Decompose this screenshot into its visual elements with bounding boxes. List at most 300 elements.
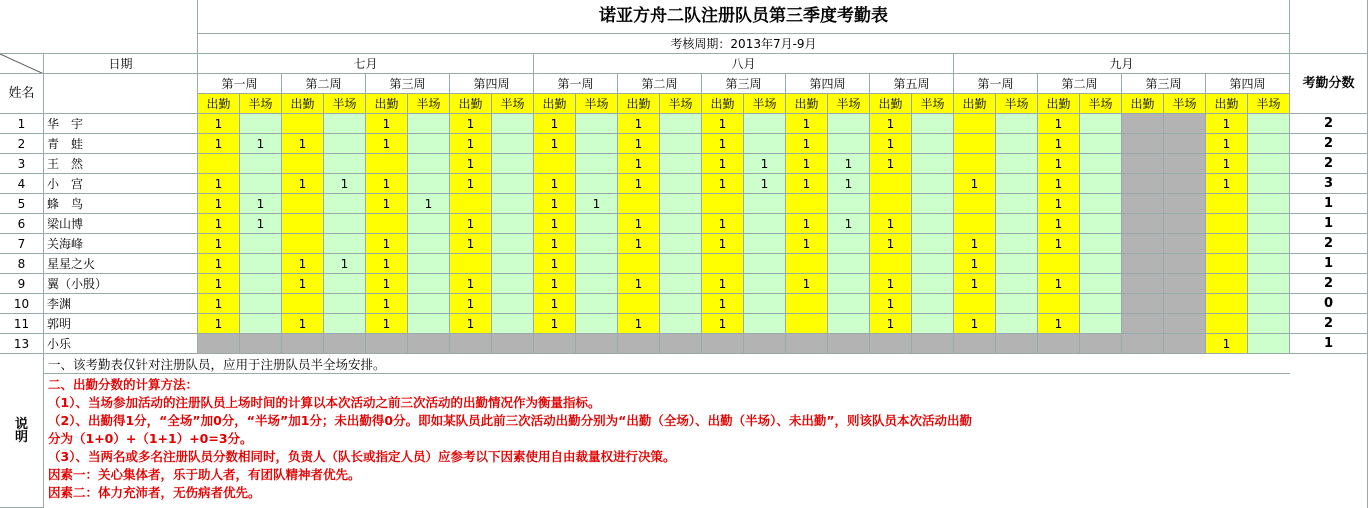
attend-cell — [282, 114, 324, 134]
score-cell: 2 — [1290, 314, 1368, 334]
attend-cell: 1 — [954, 234, 996, 254]
attend-cell: 1 — [198, 254, 240, 274]
half-cell — [912, 114, 954, 134]
half-cell — [576, 254, 618, 274]
half-cell: 1 — [240, 134, 282, 154]
row-number: 1 — [0, 114, 44, 134]
half-cell — [660, 234, 702, 254]
attend-cell: 1 — [618, 134, 660, 154]
attend-cell: 1 — [786, 134, 828, 154]
attend-cell: 1 — [618, 154, 660, 174]
half-cell — [744, 114, 786, 134]
attend-cell: 1 — [450, 114, 492, 134]
half-subheader: 半场 — [912, 94, 954, 114]
attend-cell: 1 — [282, 254, 324, 274]
half-cell — [240, 334, 282, 354]
attend-cell: 1 — [198, 274, 240, 294]
half-cell — [1080, 154, 1122, 174]
half-cell — [408, 254, 450, 274]
half-cell — [744, 134, 786, 154]
attend-subheader: 出勤 — [1038, 94, 1080, 114]
score-header: 考勤分数 — [1290, 54, 1368, 114]
attend-cell — [1122, 114, 1164, 134]
attend-cell — [954, 214, 996, 234]
attend-cell — [702, 334, 744, 354]
attend-cell: 1 — [282, 274, 324, 294]
half-subheader: 半场 — [1248, 94, 1290, 114]
half-cell — [492, 274, 534, 294]
attend-cell: 1 — [534, 194, 576, 214]
attend-cell — [1206, 294, 1248, 314]
half-cell — [1080, 334, 1122, 354]
attend-cell — [786, 314, 828, 334]
half-cell — [1248, 154, 1290, 174]
week-header: 第二周 — [1038, 74, 1122, 94]
half-cell — [912, 234, 954, 254]
attend-cell: 1 — [1038, 154, 1080, 174]
half-cell — [828, 194, 870, 214]
row-number: 2 — [0, 134, 44, 154]
attend-cell: 1 — [870, 234, 912, 254]
attend-cell: 1 — [618, 114, 660, 134]
attend-cell: 1 — [1038, 234, 1080, 254]
member-name: 小 宫 — [44, 174, 198, 194]
attend-cell: 1 — [1038, 214, 1080, 234]
week-header: 第三周 — [366, 74, 450, 94]
half-cell — [744, 274, 786, 294]
attend-cell: 1 — [786, 174, 828, 194]
half-cell — [1164, 134, 1206, 154]
half-cell — [240, 234, 282, 254]
attend-cell: 1 — [954, 274, 996, 294]
attend-cell — [786, 254, 828, 274]
attend-cell: 1 — [366, 194, 408, 214]
half-cell — [912, 154, 954, 174]
attend-cell — [1206, 314, 1248, 334]
half-cell — [1080, 294, 1122, 314]
attend-subheader: 出勤 — [366, 94, 408, 114]
half-cell — [744, 194, 786, 214]
half-cell — [744, 334, 786, 354]
half-cell — [828, 314, 870, 334]
half-cell — [576, 234, 618, 254]
half-cell — [1080, 114, 1122, 134]
attend-cell: 1 — [534, 134, 576, 154]
attend-cell: 1 — [954, 314, 996, 334]
attend-cell: 1 — [702, 134, 744, 154]
attend-cell: 1 — [786, 274, 828, 294]
notes-right-blank — [1290, 354, 1368, 508]
attend-cell: 1 — [366, 314, 408, 334]
half-cell — [996, 294, 1038, 314]
half-cell — [1248, 274, 1290, 294]
score-cell: 2 — [1290, 154, 1368, 174]
attend-cell — [1122, 294, 1164, 314]
attend-cell: 1 — [198, 234, 240, 254]
half-cell — [408, 274, 450, 294]
attend-cell — [618, 254, 660, 274]
attend-cell: 1 — [450, 234, 492, 254]
half-cell — [576, 114, 618, 134]
attend-cell — [1122, 334, 1164, 354]
note-line-2: 二、出勤分数的计算方法： — [48, 377, 199, 392]
attend-cell — [1122, 134, 1164, 154]
half-cell — [324, 294, 366, 314]
attend-subheader: 出勤 — [450, 94, 492, 114]
attend-cell — [786, 294, 828, 314]
week-header: 第一周 — [954, 74, 1038, 94]
half-cell — [1248, 134, 1290, 154]
attend-cell: 1 — [1038, 174, 1080, 194]
half-cell — [324, 274, 366, 294]
month-header: 九月 — [954, 54, 1290, 74]
half-cell — [744, 254, 786, 274]
half-cell — [912, 134, 954, 154]
row-number: 5 — [0, 194, 44, 214]
half-cell — [828, 274, 870, 294]
attend-cell: 1 — [366, 114, 408, 134]
half-cell — [1248, 214, 1290, 234]
week-header: 第二周 — [618, 74, 702, 94]
half-cell — [324, 154, 366, 174]
half-cell — [660, 134, 702, 154]
week-header: 第四周 — [786, 74, 870, 94]
attend-cell: 1 — [450, 174, 492, 194]
attend-cell: 1 — [1206, 334, 1248, 354]
score-cell: 1 — [1290, 194, 1368, 214]
member-name: 华 宇 — [44, 114, 198, 134]
half-cell — [1080, 274, 1122, 294]
attend-cell — [870, 174, 912, 194]
half-subheader: 半场 — [1080, 94, 1122, 114]
attend-cell — [1206, 234, 1248, 254]
attend-cell: 1 — [870, 314, 912, 334]
attend-cell: 1 — [450, 294, 492, 314]
attend-cell — [954, 294, 996, 314]
attend-cell: 1 — [786, 234, 828, 254]
half-cell: 1 — [240, 194, 282, 214]
week-header: 第二周 — [282, 74, 366, 94]
attend-cell: 1 — [786, 214, 828, 234]
half-subheader: 半场 — [408, 94, 450, 114]
attend-cell — [870, 194, 912, 214]
half-cell — [492, 194, 534, 214]
attend-cell: 1 — [534, 314, 576, 334]
score-cell: 2 — [1290, 114, 1368, 134]
attend-cell — [282, 154, 324, 174]
half-cell — [240, 274, 282, 294]
half-cell — [408, 334, 450, 354]
row-number: 9 — [0, 274, 44, 294]
half-cell — [1248, 114, 1290, 134]
attend-cell: 1 — [702, 114, 744, 134]
half-cell — [324, 194, 366, 214]
notes-block — [44, 374, 1290, 508]
attend-cell — [1122, 174, 1164, 194]
month-header: 七月 — [198, 54, 534, 74]
attend-cell: 1 — [198, 174, 240, 194]
half-cell — [828, 234, 870, 254]
attend-cell: 1 — [1038, 314, 1080, 334]
half-cell — [996, 174, 1038, 194]
period-label: 考核周期：2013年7月-9月 — [198, 34, 1290, 54]
member-name: 蜂 鸟 — [44, 194, 198, 214]
half-cell — [240, 294, 282, 314]
row-number: 13 — [0, 334, 44, 354]
attend-cell — [1122, 314, 1164, 334]
member-name: 关海峰 — [44, 234, 198, 254]
member-name: 星星之火 — [44, 254, 198, 274]
blank-right-top — [1290, 0, 1368, 54]
attend-cell — [786, 334, 828, 354]
member-name: 小乐 — [44, 334, 198, 354]
attend-cell — [1206, 214, 1248, 234]
half-cell — [996, 274, 1038, 294]
sheet-title: 诺亚方舟二队注册队员第三季度考勤表 — [198, 0, 1290, 34]
attend-cell: 1 — [1206, 134, 1248, 154]
week-header: 第三周 — [1122, 74, 1206, 94]
half-cell — [324, 214, 366, 234]
note-line-1: 一、该考勤表仅针对注册队员，应用于注册队员半全场安排。 — [44, 354, 1290, 374]
half-cell — [324, 114, 366, 134]
attend-cell: 1 — [450, 134, 492, 154]
attend-cell — [954, 194, 996, 214]
row-number: 7 — [0, 234, 44, 254]
member-name: 郭明 — [44, 314, 198, 334]
note-line-5: 分为（1+0）+（1+1）+0=3分。 — [48, 431, 253, 446]
half-cell — [1164, 214, 1206, 234]
attend-cell — [450, 254, 492, 274]
attend-cell: 1 — [282, 174, 324, 194]
half-cell — [1248, 254, 1290, 274]
half-cell: 1 — [828, 174, 870, 194]
half-cell — [492, 174, 534, 194]
half-cell: 1 — [744, 154, 786, 174]
half-cell — [660, 114, 702, 134]
half-cell — [1248, 314, 1290, 334]
half-cell — [1248, 174, 1290, 194]
half-cell — [408, 314, 450, 334]
half-cell — [744, 314, 786, 334]
attend-cell: 1 — [786, 114, 828, 134]
attend-cell: 1 — [1038, 134, 1080, 154]
half-cell — [660, 254, 702, 274]
half-subheader: 半场 — [492, 94, 534, 114]
attend-cell: 1 — [534, 234, 576, 254]
half-cell — [660, 294, 702, 314]
attend-cell: 1 — [870, 214, 912, 234]
attend-cell — [534, 154, 576, 174]
half-cell — [828, 134, 870, 154]
attend-cell — [534, 334, 576, 354]
score-cell: 0 — [1290, 294, 1368, 314]
half-cell — [1080, 234, 1122, 254]
attend-cell: 1 — [618, 274, 660, 294]
attend-cell: 1 — [450, 274, 492, 294]
attend-cell — [702, 254, 744, 274]
half-cell — [1164, 154, 1206, 174]
attend-cell — [198, 154, 240, 174]
half-cell — [744, 294, 786, 314]
attend-cell: 1 — [366, 234, 408, 254]
attend-cell — [1122, 234, 1164, 254]
half-cell — [1080, 254, 1122, 274]
attend-cell: 1 — [198, 134, 240, 154]
note-line-7: 因素一：关心集体者，乐于助人者，有团队精神者优先。 — [48, 467, 361, 482]
score-cell: 1 — [1290, 254, 1368, 274]
attend-cell — [1122, 154, 1164, 174]
half-cell — [1080, 174, 1122, 194]
half-subheader: 半场 — [828, 94, 870, 114]
attend-cell — [1206, 274, 1248, 294]
half-cell — [492, 234, 534, 254]
attend-cell: 1 — [702, 274, 744, 294]
attend-cell: 1 — [366, 254, 408, 274]
half-cell — [912, 334, 954, 354]
attend-subheader: 出勤 — [198, 94, 240, 114]
attend-cell: 1 — [618, 314, 660, 334]
half-cell: 1 — [828, 214, 870, 234]
attend-cell: 1 — [450, 314, 492, 334]
attend-cell — [1038, 294, 1080, 314]
attend-cell — [1122, 194, 1164, 214]
attend-cell: 1 — [198, 314, 240, 334]
half-cell — [408, 234, 450, 254]
week-header: 第一周 — [198, 74, 282, 94]
half-cell: 1 — [408, 194, 450, 214]
half-cell — [996, 334, 1038, 354]
half-cell — [492, 154, 534, 174]
week-header: 第四周 — [450, 74, 534, 94]
half-cell — [996, 254, 1038, 274]
half-cell — [576, 174, 618, 194]
half-cell: 1 — [576, 194, 618, 214]
attend-cell — [1122, 254, 1164, 274]
attend-cell: 1 — [450, 154, 492, 174]
half-subheader: 半场 — [240, 94, 282, 114]
week-header: 第四周 — [1206, 74, 1290, 94]
attend-subheader: 出勤 — [534, 94, 576, 114]
half-cell — [828, 334, 870, 354]
week-header: 第五周 — [870, 74, 954, 94]
attend-subheader: 出勤 — [1122, 94, 1164, 114]
half-cell — [1248, 334, 1290, 354]
attend-cell — [618, 334, 660, 354]
attend-cell — [450, 194, 492, 214]
row-number: 4 — [0, 174, 44, 194]
note-line-4: （2）、出勤得1分，“全场”加0分，“半场”加1分；未出勤得0分。即如某队员此前三次活动出勤分别为“出勤（全场）、出勤（半场）、未出勤”，则该队员本次活动出勤 — [48, 413, 973, 428]
half-cell — [912, 174, 954, 194]
half-cell — [828, 294, 870, 314]
attend-cell — [366, 214, 408, 234]
half-cell — [1248, 194, 1290, 214]
score-cell: 1 — [1290, 334, 1368, 354]
half-cell: 1 — [744, 174, 786, 194]
attend-cell — [1038, 254, 1080, 274]
attend-cell: 1 — [870, 114, 912, 134]
half-cell: 1 — [828, 154, 870, 174]
half-cell — [240, 174, 282, 194]
attend-cell: 1 — [282, 134, 324, 154]
attend-cell — [366, 334, 408, 354]
attend-cell: 1 — [450, 214, 492, 234]
half-cell — [240, 154, 282, 174]
half-cell — [1164, 114, 1206, 134]
half-cell — [660, 314, 702, 334]
attend-cell: 1 — [954, 254, 996, 274]
half-cell — [912, 194, 954, 214]
note-line-6: （3）、当两名或多名注册队员分数相同时，负责人（队长或指定人员）应参考以下因素使用自由裁量权进行决策。 — [48, 449, 676, 464]
member-name: 梁山博 — [44, 214, 198, 234]
half-cell — [996, 214, 1038, 234]
attend-cell: 1 — [366, 274, 408, 294]
row-number: 3 — [0, 154, 44, 174]
half-cell — [492, 254, 534, 274]
attend-cell — [450, 334, 492, 354]
score-cell: 2 — [1290, 134, 1368, 154]
date-label: 日期 — [44, 54, 198, 74]
attend-cell: 1 — [870, 274, 912, 294]
half-cell — [1164, 274, 1206, 294]
half-subheader: 半场 — [660, 94, 702, 114]
attend-cell: 1 — [870, 294, 912, 314]
attend-cell — [1122, 274, 1164, 294]
half-cell — [744, 214, 786, 234]
half-subheader: 半场 — [744, 94, 786, 114]
half-cell — [1164, 174, 1206, 194]
attend-cell: 1 — [282, 314, 324, 334]
half-cell — [1164, 294, 1206, 314]
half-cell — [996, 194, 1038, 214]
attend-cell: 1 — [870, 134, 912, 154]
attend-cell: 1 — [702, 234, 744, 254]
half-cell — [408, 214, 450, 234]
half-cell — [492, 214, 534, 234]
attend-cell: 1 — [534, 174, 576, 194]
half-cell — [1248, 234, 1290, 254]
half-cell — [660, 274, 702, 294]
attend-subheader: 出勤 — [870, 94, 912, 114]
half-cell — [408, 134, 450, 154]
attend-cell — [282, 194, 324, 214]
blank-corner — [0, 0, 198, 54]
half-cell — [660, 194, 702, 214]
half-subheader: 半场 — [996, 94, 1038, 114]
attend-subheader: 出勤 — [618, 94, 660, 114]
attend-cell: 1 — [198, 214, 240, 234]
half-cell — [1080, 214, 1122, 234]
attend-cell — [1206, 194, 1248, 214]
half-subheader: 半场 — [324, 94, 366, 114]
half-cell — [324, 334, 366, 354]
half-cell — [324, 314, 366, 334]
attend-cell — [282, 214, 324, 234]
attend-subheader: 出勤 — [702, 94, 744, 114]
name-header-blank — [44, 74, 198, 114]
half-cell — [1248, 294, 1290, 314]
score-cell: 3 — [1290, 174, 1368, 194]
half-cell — [492, 314, 534, 334]
attend-cell — [954, 134, 996, 154]
half-cell — [660, 154, 702, 174]
half-cell — [744, 234, 786, 254]
attend-subheader: 出勤 — [1206, 94, 1248, 114]
diagonal-cell — [0, 54, 44, 74]
attend-cell — [954, 114, 996, 134]
half-cell — [408, 294, 450, 314]
half-cell — [912, 274, 954, 294]
half-cell — [492, 294, 534, 314]
